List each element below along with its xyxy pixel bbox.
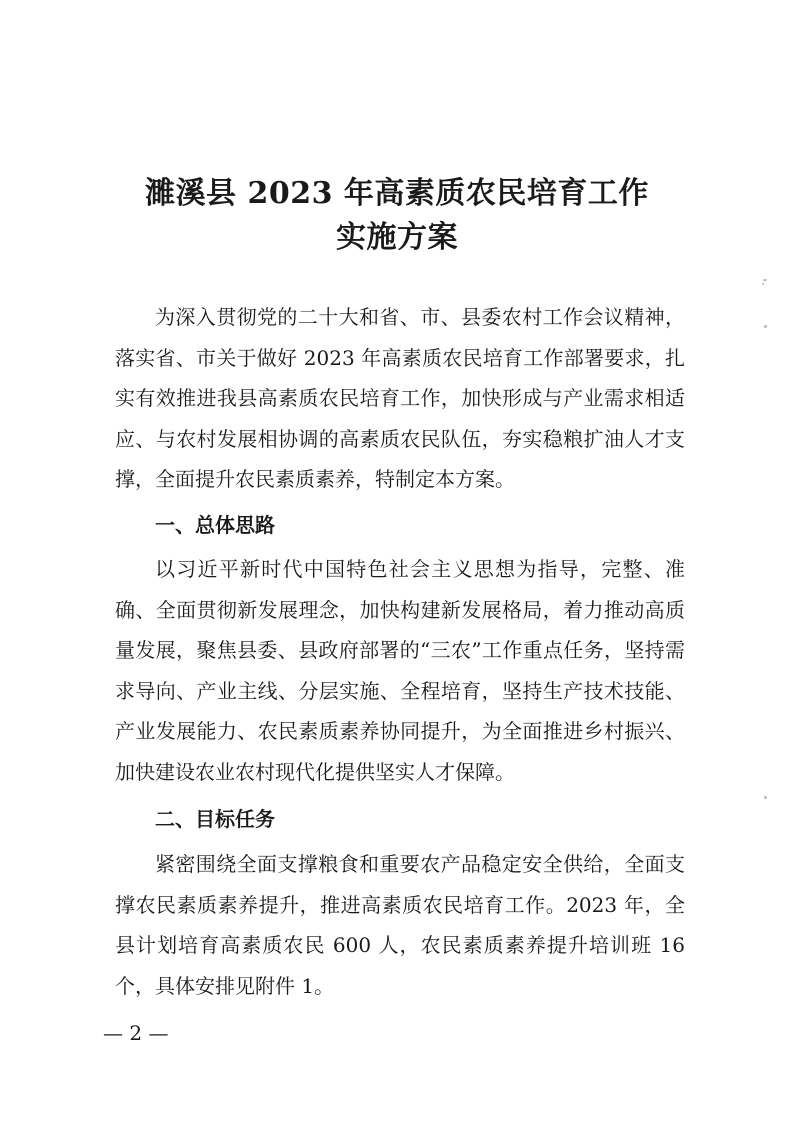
- document-title-line1: 濉溪县 2023 年高素质农民培育工作: [145, 176, 649, 211]
- section1-heading: 一、总体思路: [155, 513, 275, 537]
- intro-paragraph: 为深入贯彻党的二十大和省、市、县委农村工作会议精神，落实省、市关于做好 2023 年高素质农民培育工作部署要求，扎实有效推进我县高素质农民培育工作，加快形成与产业需求相适应、与农村发展相协调的高素质农民队伍，夯实稳粮扩油人才支撑，全面提升农民素质素养，特制定本方案。: [115, 305, 685, 492]
- scan-speck: [764, 325, 767, 328]
- section2-heading: 二、目标任务: [155, 807, 275, 831]
- section2-paragraph: 紧密围绕全面支撑粮食和重要农产品稳定安全供给，全面支撑农民素质素养提升，推进高素质农民培育工作。2023 年，全县计划培育高素质农民 600 人，农民素质素养提升培训班 16 个，具体安排见附件 1。: [115, 852, 685, 998]
- page-number: — 2 —: [103, 1021, 169, 1045]
- scan-speck: [762, 283, 764, 285]
- scan-speck: [764, 796, 767, 799]
- scan-speck: [763, 279, 767, 281]
- document-title-line2: 实施方案: [336, 220, 458, 255]
- section1-paragraph: 以习近平新时代中国特色社会主义思想为指导，完整、准确、全面贯彻新发展理念，加快构建新发展格局，着力推动高质量发展，聚焦县委、县政府部署的“三农”工作重点任务，坚持需求导向、产业主线、分层实施、全程培育，坚持生产技术技能、产业发展能力、农民素质素养协同提升，为全面推进乡村振兴、加快建设农业农村现代化提供坚实人才保障。: [115, 557, 685, 784]
